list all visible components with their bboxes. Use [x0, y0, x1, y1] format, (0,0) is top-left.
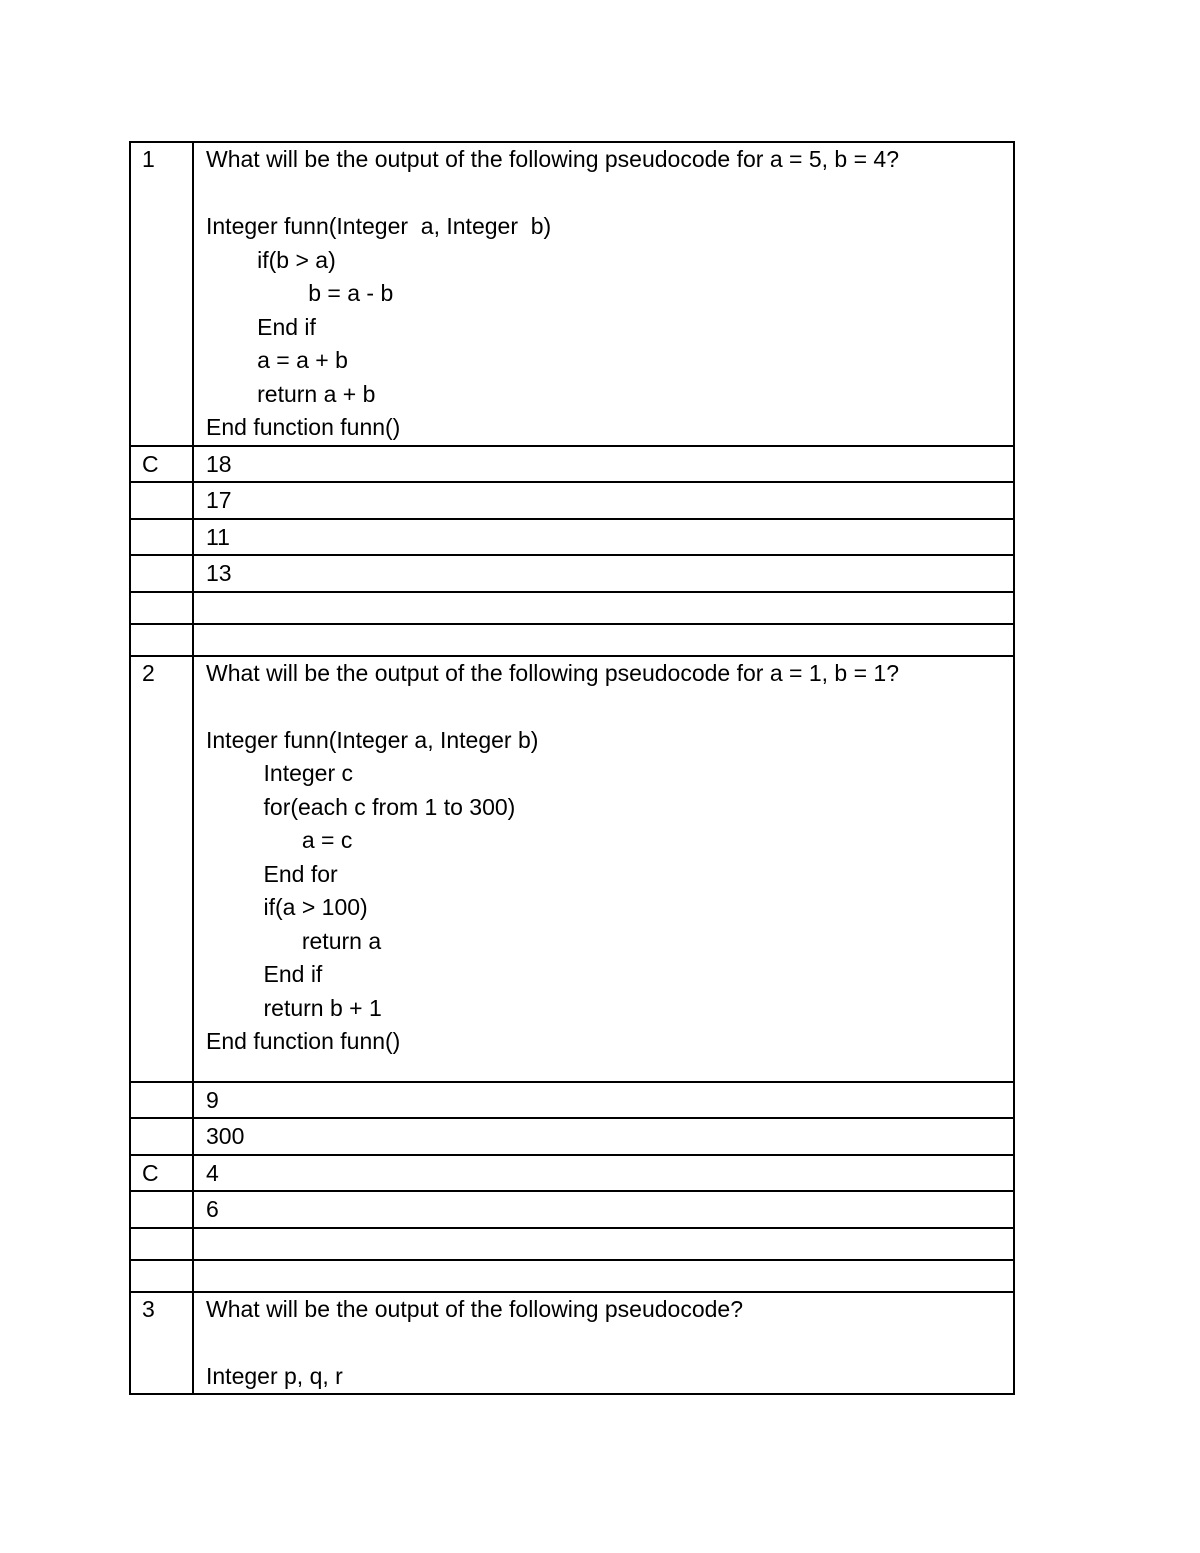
code-line: for(each c from 1 to 300) — [206, 793, 516, 820]
blank-cell — [193, 592, 1014, 624]
code-line: Integer funn(Integer a, Integer b) — [206, 213, 552, 239]
code-line: return a + b — [206, 380, 376, 407]
spacer — [206, 1326, 1001, 1360]
code-line: Integer funn(Integer a, Integer b) — [206, 726, 539, 753]
option-row — [130, 446, 1014, 483]
spacer — [206, 690, 1001, 724]
code-line: a = a + b — [206, 347, 348, 373]
blank-row — [130, 592, 1014, 624]
code-line: b = a - b — [206, 280, 394, 306]
answer-marker — [130, 1191, 193, 1228]
option-row — [130, 1155, 1014, 1192]
blank-cell — [193, 1260, 1014, 1292]
question-row — [130, 656, 1014, 1082]
question-content — [193, 142, 1014, 446]
option-text: 13 — [193, 555, 1014, 592]
code-line: End for — [206, 860, 338, 887]
option-text: 4 — [193, 1155, 1014, 1192]
option-text: 18 — [193, 446, 1014, 483]
option-row — [130, 482, 1014, 519]
question-number: 3 — [130, 1292, 193, 1395]
question-row — [130, 142, 1014, 446]
blank-cell — [130, 1228, 193, 1260]
blank-cell — [193, 1228, 1014, 1260]
question-content — [193, 656, 1014, 1082]
option-text: 6 — [193, 1191, 1014, 1228]
code-line: if(b > a) — [206, 246, 336, 273]
answer-marker — [130, 1082, 193, 1119]
code-line: return a — [206, 927, 382, 954]
blank-row — [130, 624, 1014, 656]
code-line: End if — [206, 961, 323, 987]
code-line: End function funn() — [206, 414, 401, 440]
question-prompt: What will be the output of the following pseudocode for a = 1, b = 1? — [206, 659, 900, 686]
code-line: Integer c — [206, 760, 354, 786]
option-row — [130, 519, 1014, 556]
question-number: 1 — [130, 142, 193, 446]
answer-marker: C — [130, 1155, 193, 1192]
option-row — [130, 555, 1014, 592]
blank-cell — [193, 624, 1014, 656]
code-line: if(a > 100) — [206, 894, 368, 920]
code-line: End if — [206, 313, 316, 340]
blank-row — [130, 1260, 1014, 1292]
blank-row — [130, 1228, 1014, 1260]
code-line: End function funn() — [206, 1028, 401, 1054]
option-text: 9 — [193, 1082, 1014, 1119]
option-row — [130, 1082, 1014, 1119]
answer-marker — [130, 555, 193, 592]
option-row — [130, 1118, 1014, 1155]
answer-marker — [130, 1118, 193, 1155]
question-table — [129, 141, 1015, 1395]
option-text: 300 — [193, 1118, 1014, 1155]
answer-marker — [130, 519, 193, 556]
question-prompt: What will be the output of the following pseudocode for a = 5, b = 4? — [206, 146, 900, 172]
spacer — [206, 177, 1001, 211]
answer-marker — [130, 482, 193, 519]
blank-cell — [130, 1260, 193, 1292]
option-text: 11 — [193, 519, 1014, 556]
question-content — [193, 1292, 1014, 1395]
question-number: 2 — [130, 656, 193, 1082]
blank-cell — [130, 592, 193, 624]
blank-cell — [130, 624, 193, 656]
question-row — [130, 1292, 1014, 1395]
option-row — [130, 1191, 1014, 1228]
answer-marker: C — [130, 446, 193, 483]
code-line: Integer p, q, r — [206, 1362, 343, 1389]
code-line: return b + 1 — [206, 994, 382, 1021]
question-prompt: What will be the output of the following pseudocode? — [206, 1295, 744, 1322]
code-line: a = c — [206, 827, 353, 853]
option-text: 17 — [193, 482, 1014, 519]
